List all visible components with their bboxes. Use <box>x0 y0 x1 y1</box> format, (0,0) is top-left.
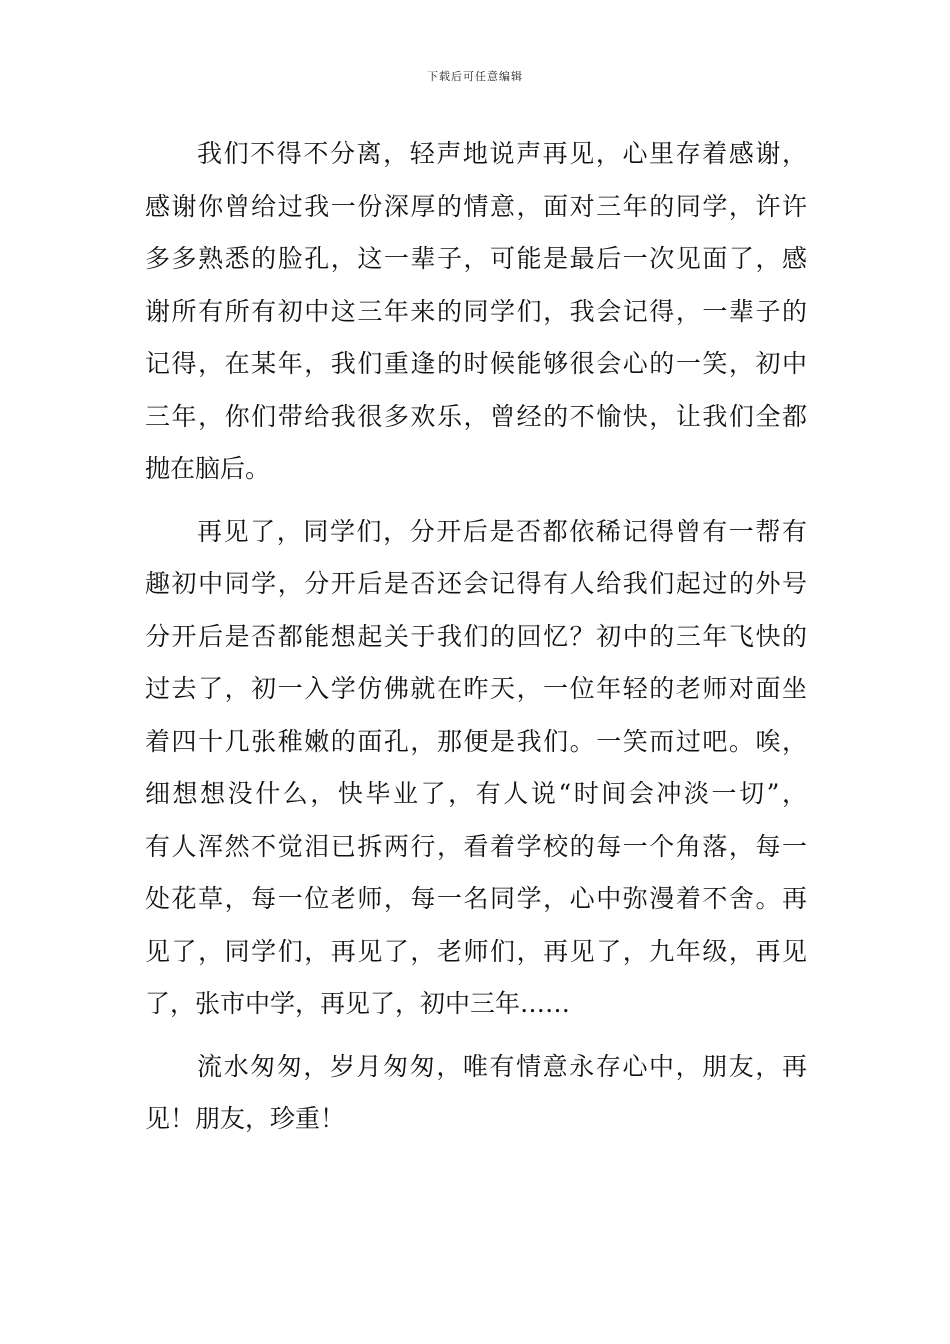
text-line: 抛在脑后。 <box>145 454 271 483</box>
text-line: 谢所有所有初中这三年来的同学们，我会记得，一辈子的 <box>145 296 807 326</box>
text-line: 流水匆匆，岁月匆匆，唯有情意永存心中，朋友，再 <box>197 1051 807 1081</box>
text-line: 趣初中同学，分开后是否还会记得有人给我们起过的外号 <box>145 569 807 598</box>
text-line: 分开后是否都能想起关于我们的回忆？初中的三年飞快的 <box>145 621 807 651</box>
text-line: 见了，同学们，再见了，老师们，再见了，九年级，再见 <box>145 936 807 966</box>
text-line: 我们不得不分离，轻声地说声再见，心里存着感谢， <box>197 139 807 168</box>
text-line: 多多熟悉的脸孔，这一辈子，可能是最后一次见面了，感 <box>145 244 807 273</box>
page-header: 下载后可任意编辑 <box>427 70 523 83</box>
text-line: 有人浑然不觉泪已拆两行，看着学校的每一个角落，每一 <box>145 831 807 861</box>
text-line: 记得，在某年，我们重逢的时候能够很会心的一笑，初中 <box>145 349 807 378</box>
text-line: 过去了，初一入学仿佛就在昨天，一位年轻的老师对面坐 <box>145 674 807 703</box>
text-line: 见！朋友，珍重！ <box>145 1104 346 1133</box>
paragraph-2 <box>145 506 807 1031</box>
text-line: 再见了，同学们，分开后是否都依稀记得曾有一帮有 <box>197 516 807 546</box>
text-line: 三年，你们带给我很多欢乐，曾经的不愉快，让我们全都 <box>145 401 807 431</box>
text-line: 了，张市中学，再见了，初中三年…… <box>145 989 571 1018</box>
text-line: 感谢你曾给过我一份深厚的情意，面对三年的同学，许许 <box>145 191 807 221</box>
paragraph-1 <box>145 128 807 496</box>
document-body <box>145 128 807 1146</box>
text-line: 着四十几张稚嫩的面孔，那便是我们。一笑而过吧。唉， <box>145 726 807 756</box>
text-line: 处花草，每一位老师，每一名同学，心中弥漫着不舍。再 <box>145 884 807 913</box>
paragraph-3 <box>145 1041 807 1146</box>
text-line: 细想想没什么，快毕业了，有人说“时间会冲淡一切”， <box>145 779 807 808</box>
